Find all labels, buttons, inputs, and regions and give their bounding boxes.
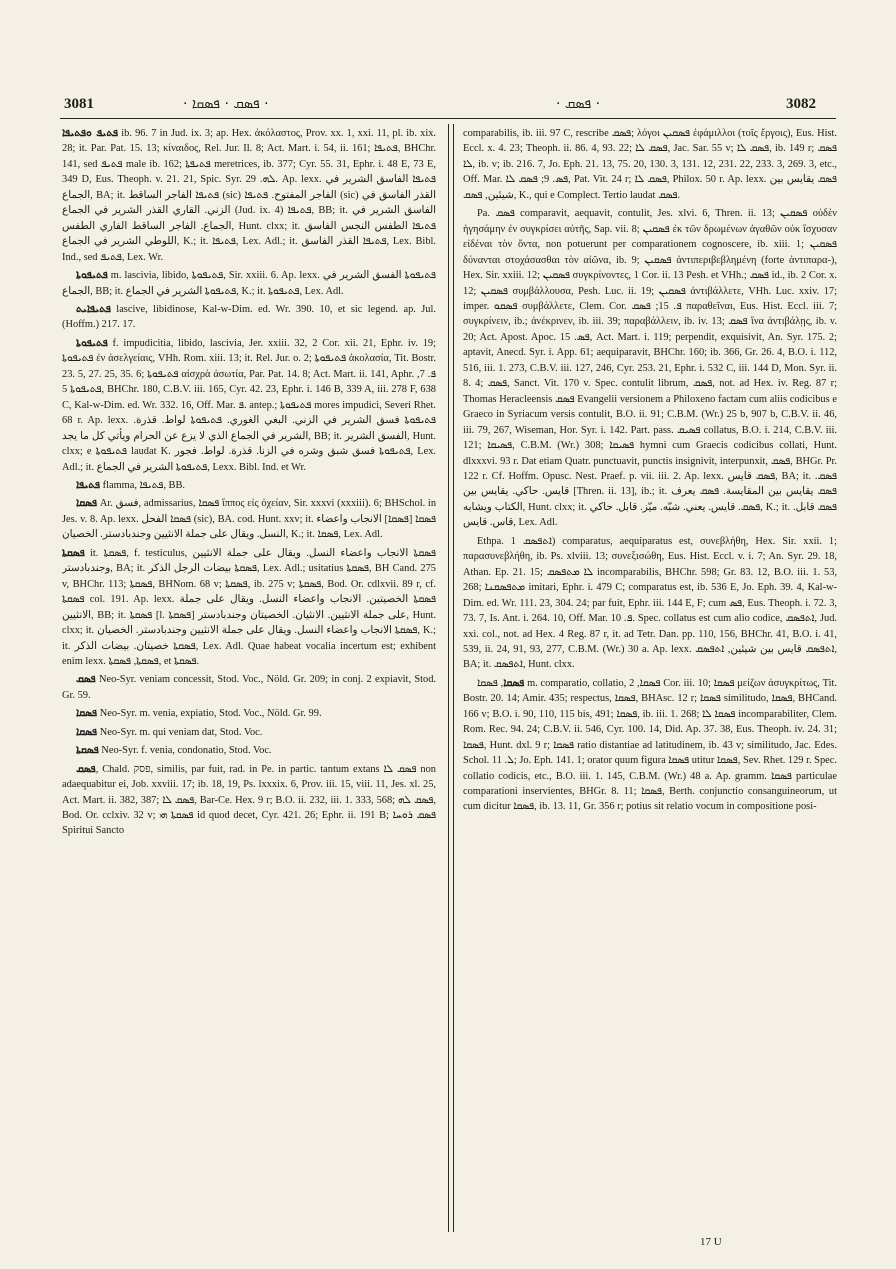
entry-text: ib. 96. 7 in Jud. ix. 3; ap. Hex. ἀκόλαστος, Prov. xx. 1, xxi. 11, pl. ib. xix. 28; it. Par. Pat. 15. 13; κίναιδος, Rel. Jur. Il. 8; Act. Mart. i. 54, ii. 161; ܦܬܝܦܐ, BHChr. 141, sed ܦܬܝܦ male ib. 162; ܦܬܝܦܬܐ meretrices, ib. 377; Cyr. 55. 31, Ephr. i. 48 E, 73 E, 349 D, Eus. Theoph. v. 21. 21, Spic. Syr. ܠܗ. 29. Ap. lexx. ܦܬܝܦܐ الفاسق الشرير في الجماع, BA; it. ܦܬܝܦܐ الفاجر الساقط (sic) الفاجر المفتوح. ܦܬܝܦܐ (sic) القذر الفاسق في الزني. القاري القذر الشرير في الجماع (Jud. ix. 4) ܦܬܝܦܐ, BB; it. الفاسق الشرير في الجماع. الفاجر الساقط الفاري الطفس, Hunt. clxx; it. ܦܬܝܦܐ الطفس النجس الفاسق اللوطي الشرير في الجماع, K.; it. ܦܬܝܦܐ, Lex. Adl.; it. ܦܬܝܦܐ القذر الفاسق, Lex. Bibl. Ind., sed ܦܬܝܦ, Lex. Wr.: [62, 128, 436, 263]
entry-headword: ܦܣܩܐ: [76, 707, 98, 720]
entry: [62, 478, 436, 493]
entry-headword: ܦܣܩܐ: [76, 497, 98, 510]
entry-text: Neo-Syr. veniam concessit, Stod. Voc., Nöld. Gr. 209; in conj. 2 expiavit, Stod. Gr. 59.: [62, 674, 436, 701]
entry-text: , Chald. פסק, similis, par fuit, rad. in Pe. in partic. tantum extans ܦܣܩ ܠܐ non adaequabitur ei, Job. xxviii. 17; ib. 18, 19, Ps. lxxxix. 6, Prov. iii. 15, viii. 11, Jes. xl. 25, Act. Mart. ii. 382, 387; ܦܣܩ ܠܐ, Bar-Ce. Hex. 9 r; B.O. ii. 232, iii. 1. 333, 568; ܦܣܩ ܠܗ, Bod. Or. cclxiv. 32 v; ܦܣܩܬܐ ܗܝ id quod decet, Cyr. 421. 26; Ephr. ii. 191 B; ܦܣܩ ܪܘܚܐ Spiritui Sancto: [62, 763, 436, 837]
entry-headword: ܦܣܩܬܐ: [76, 744, 99, 757]
entry: [62, 743, 436, 758]
entry: [62, 546, 436, 670]
entry: [463, 676, 837, 815]
entry: [62, 336, 436, 475]
entry: [62, 672, 436, 703]
entry-text: it. ܦܣܩܬܐ, f. testiculus, ܦܣܩܬܐ الانجاب واعضاء النسل. ويقال على جملة الانثيين وجندبادستر, BA; it. ܦܣܩܬܐ بيضات الرجل الذكر, Lex. Adl.; usitatius ܦܣܩܬܐ, BH Cand. 275 v, BHChr. 113; ܦܣܩܬܐ, BHNom. 68 v; ܦܣܩܬܐ, ib. 275 v; ܦܣܩܬܐ, Bod. Or. cdlxvii. 89 r, cf. ܦܣܩܬܐ col. 191. Ap. lexx. ܦܣܩܬܐ الخصيتين. الانجاب واعضاء النسل. ويقال على جملة الانثيين, BB; it. ܦܣܩܬܐ [l. ܦܣܩܬܐ] على جملة الانثيين. الانثيان. الخصيتان وجندبادستر, Hunt. clxx; it. ܦܣܩܬܐ الانجاب واعضاء النسل. ويقال على جملة الانثيين وجندبادستر. الخصيان, K.; it. ܦܣܩܬܐ خصيتان. بيضات الذكر, Lex. Adl. Quae habeat vocalia incertum est; exhibent enim lexx. ܦܣܩܬܐ, ܦܣܩܬܐ, et ܦܣܩܬܐ.: [62, 547, 436, 667]
entry-headword: ܦܬܝܦ ܘܦܬܝܦܐ: [62, 127, 119, 139]
entry: [62, 725, 436, 740]
entry-text: Neo-Syr. m. qui veniam dat, Stod. Voc.: [97, 726, 263, 738]
entry: [463, 534, 837, 673]
entry: [62, 302, 436, 333]
entry-text: m. lascivia, libido, ܦܬܝܦܘܬܐ, Sir. xxiii. 6. Ap. lexx. ܦܬܝܦܘܬܐ الفسق الشرير في الجماع, BB; it. ܦܬܝܦܘܬܐ الشرير في الجماع, K.; it. ܦܬܝܦܘܬܐ, Lex. Adl.: [62, 270, 436, 297]
entry: [463, 126, 837, 203]
entry-text: flamma, ܦܬܝܦܐ, BB.: [100, 479, 185, 491]
left-running-title: · ܦܣܩ · ܦܣܩܐ ·: [183, 96, 269, 112]
entry-text: comparabilis, ib. iii. 97 C, rescribe ܦܣܩ; λόγοι ܦܣܩܝܢ ἐφάμιλλοι (τοῖς ἔργοις), Eus. Hist. Eccl. x. 4. 23; Theoph. ii. 86. 4, 93. 22; ܦܣܩ ܠܐ, Jac. Sar. 55 v; ܦܣܩ ܠܐ, ib. 149 r; ܦܣܩ ܠܐ, ib. v; ib. 216. 7, Jo. Eph. 21. 13, 75. 20, 130. 3, 131. 12, 231. 22, 233. 3, 269. 3, etc., Off. Mar. ܦܣ. 9; ܦܣܩ ܠܐ, Pat. Vit. 24 r; ܦܣܩ ܠܐ, Philox. 50 r. Ap. lexx. ܦܣܩ يقايس بين شيئين, ܦܣܩ, K., qui e Complect. Tertio laudat ܦܣܩ.: [463, 128, 837, 201]
entry-headword: ܦܣܩܐ: [76, 725, 98, 738]
entry-text: Ethpa. ܐܬܦܣܩ 1) comparatus, aequiparatus est, συνεβλήθη, Hex. Sir. xxii. 1; παρασυνεβλήθη, ib. Ps. xlviii. 13; συνεξισώθη, Eus. Hist. Eccl. v. i. 7; An. Syr. 29. 18, Athan. Ep. 21. 15; ܠܐ ܡܬܦܣܩ incomparabilis, BHChr. 598; Gr. 83. 12, B.O. iii. 1. 53, 268; ܡܬܦܣܩܢܐ imitari, Ephr. i. 479 C; comparatus est, ib. 536 E, Jo. Eph. 39. 4, Kal-w-Dim. ed. Wr. 111. 23, 304. 24; par fuit, Ephr. iii. 144 E, F; cum ܦܣ, Eus. Theoph. i. 72. 3, 73. 7, Is. Ant. i. 264. 10, Off. Mar. ܦ. 10. Spec. collatus est cum alio codice, ܐܬܦܣܩ, Jud. xxi. col., not. ad Hex. 4 Reg. 87 r, it. ad Tetr. Dan. pp. 110, 156, BHChr. 41, B.O. i. 41, 539, ii. 24, 91, 93, 277, C.B.M. (Wr.) 30 a. Ap. lexx. ܐܬܦܣܩ قايس بين شيئين, ܐܬܦܣܩ, BA; it. ܐܬܦܣܩ, Hunt. clxx.: [463, 535, 837, 671]
column-divider: [448, 124, 454, 1232]
entry: [463, 206, 837, 531]
entry: [62, 496, 436, 542]
entry-text: Neo-Syr. f. venia, condonatio, Stod. Voc.: [98, 745, 272, 757]
signature-mark: 17 U: [700, 1236, 722, 1248]
entry-headword: ܦܬܝܦܐ: [76, 478, 101, 491]
entry-headword: ܦܬܝܦܘܬܐ: [76, 269, 108, 282]
entry-text: Pa. ܦܣܩ comparavit, aequavit, contulit, Jes. xlvi. 6, Thren. ii. 13; ܦܣܩܝܢ οὐδὲν ἡγησάμην ἐν συγκρίσει αὐτῆς, Sap. vii. 8; ܦܣܩܝܢ ἐκ τῶν δρωμένων ἀγαθῶν οὐκ ἴσχυσαν εἰδέναι τὸν ὄντα, non potuerunt per comparationem cognoscere, ib. xiii. 1; ܦܣܩܝܢ δύνανται στοχάσασθαι τὸν αἰῶνα, ib. 9; ܦܣܩܝܢ ἀντιπεριβεβλημένη (forte ἀντιπαρα-), Hex. Sir. xxiii. 12; ܦܣܩܝܢ συγκρίνοντες, 1 Cor. ii. 13 Pesh. et VHh.; ܦܣܩ id., ib. 2 Cor. x. 12; ܦܣܩܝܢ συμβάλλουσα, Pesh. Luc. ii. 19; ܦܣܩܝܢ ἀντιβάλλετε, VHh. Luc. xxiv. 17; imper. ܦܣܩܘ συμβάλλετε, Clem. Cor. ܦ. 15; ܦܣܩ παραθεῖναι, Eus. Hist. Eccl. iii. 7; συγκρίνειν, ib.; ἀνέκρινεν, ib. iii. 39; παραβάλλειν, ib. iv. 13; ܦܣܩ ἵνα ἀντιβάλῃς, ib. v. 20; Act. Apost. Apoc. ܦܣ. 15, Act. Mart. i. 119; perpendit, exquisivit, An. Syr. 175. 2; aptavit, Anecd. Syr. i. App. 61; aequiparavit, BHChr. 160; ib. 366, Gr. 26. 4, B.O. i. 112, 516, iii. 1. 273, C.B.V. iii. 127, 246, Cyr. 253. 21, Ephr. i. 532 C, iii. 144 D, Mon. Syr. ii. 8. 4; ܦܣܩ, Sanct. Vit. 170 v. Spec. contulit librum, ܦܣܩ, not. ad Hex. iv. Reg. 87 r; Thomas Heracleensis ܦܣܩ Evangelii versionem a Philoxeno factam cum aliis codicibus e Graeco in Syriacum versis contulit, B.O. ii. 91; C.B.M. (Wr.) 25 b, 907 b, C.B.V. ii. 46, iii. 79, 267, Wiseman, Hor. Syr. i. 142. Part. pass. ܦܣܝܩ collatus, B.O. i. 214, C.B.V. iii. 121; ܦܣܝܩܐ, C.B.M. (Wr.) 308; ܦܣܝܩܐ hymni cum Graecis codicibus collati, Hunt. dlxxxvi. 93 r. Dat etiam Quatr. punctuavit, punctis insignivit, interpunxit, ܦܣܩ, BHGr. Pr. 122 r. Cf. Hoffm. Opusc. Nest. Praef. p. vii. iii. 2. Ap. lexx. ܦܣܩ قايس, BA; it. ܦܣܩ. قايس. حاكي. يقايس بين [Thren. ii. 13], ib.; it. ܦܣܩ يقايس بين المقايسة. ܦܣܩ يعرف الكتاب ويشابه, Hunt. clxx; it. ܦܣܩ. قايس. يعني. شبّه. ميّز. قابل. حاكي, K.; it. ܦܣܩ قابل. قاس. قايس, Lex. Adl.: [463, 208, 837, 529]
left-page-number: 3081: [64, 96, 94, 112]
entry-text: Neo-Syr. m. venia, expiatio, Stod. Voc., Nöld. Gr. 99.: [97, 708, 322, 720]
entry: [62, 126, 436, 265]
right-page-number: 3082: [786, 96, 816, 112]
header-rule: [60, 118, 836, 119]
entry-headword: ܦܣܩ: [76, 762, 96, 775]
entry: [62, 268, 436, 299]
entry-text: f. impudicitia, libido, lascivia, Jer. xxiii. 32, 2 Cor. xii. 21, Ephr. iv. 19; ܦܬܝܦܘܬܐ ἐν ἀσελγείαις, VHh. Rom. xiii. 13; it. Rel. Jur. o. 2; ܦܬܝܦܘܬܐ ἀκολασία, Tit. Bostr. 23. 5, 27. 25, 35. 6; ܦܬܝܦܘܬܐ αἰσχρὰ ἀσωτία, Par. Pat. 14. 8; Act. Mart. ii. 141, Aphr. ܦ. 7, ܦܬܝܦܘܬܐ 5, BHChr. 180, C.B.V. iii. 165, Cyr. 42. 23, Ephr. i. 146 B, 339 A, iii. 278 F, 638 C, Kal-w-Dim. ed. Wr. 332. 16, Off. Mar. ܦ. antep.; ܦܬܝܦܘܬܐ mores impudici, Severi Rhet. 68 r. Ap. lexx. ܦܬܝܦܘܬܐ فسق الشرير في الزني. البغي الغوري. ܦܬܝܦܘܬܐ لواط. قذرة. الشرير في الجماع الذي لا يزع عن الحرام ويأتي كل ما يجد, BB; it. الفسق الشرير, Hunt. clxx; e ܦܬܝܦܘܬܐ laudat K. ܦܬܝܦܘܬܐ فسق شبق وشره في الزنا. قذرة. لواط. فجور, Lex. Adl.; it. ܦܬܝܦܘܬܐ الشرير في الجماع, Lexx. Bibl. Ind. et Wr.: [62, 337, 436, 473]
entry-text: , ܦܣܩܐ m. comparatio, collatio, ܦܣܩܐ, 2 Cor. iii. 10; ܦܣܩܐ μείζων ἀσυγκρίτως, Tit. Bostr. 20. 14; Amir. 435; respectus, ܦܣܩܐ, BHAsc. 12 r; ܦܣܩܐ similitudo, ܦܣܩܐ, BHCand. 166 v; B.O. i. 90, 110, 115 bis, 491; ܦܣܩܐ, ib. iii. 1. 268; ܦܣܩܐ ܠܐ incomparabiliter, Clem. Rom. Rec. 94. 24; C.B.V. ii. 546, Cyr. 100. 14, Did. Ap. 37. 38, Eus. Theoph. iv. 24. 31; ܦܣܩܐ, Hunt. dxl. 9 r; ܦܣܩܐ ratio distantiae ad latitudinem, ib. 43 v; similitudo, Jac. Edes. Schol. ܠ. 11; Jo. Eph. 141. 1; orator quum figura ܦܣܩܐ utitur ܦܣܩܐ, Sev. Rhet. 129 r. Spec. collatio codicis, etc., B.O. iii. 1. 145, C.B.M. (Wr.) 48 a. Ap. gramm. ܦܣܩܐ particulae comparationi inservientes, BHGr. 8. 11; ܦܣܩܐ, Berth. conjunctio consanguineorum, ut cum dicitur ܦܣܩܐ, ib. 13. 11, Gr. 356 r; potius sit relatio vocum in compositione posi-: [463, 677, 837, 813]
entry-headword: ܦܬܝܦܘܬܐ: [76, 336, 108, 349]
entry-headword: ܦܣܩ: [76, 673, 96, 686]
entry: [62, 706, 436, 721]
entry-text: lascive, libidinose, Kal-w-Dim. ed. Wr. 390. 10, et sic legend. ap. Jul. (Hoffm.) 217. 17.: [62, 303, 436, 331]
entry-headword: ܦܣܩܐ: [503, 676, 525, 689]
entry-headword: ܦܣܩܬܐ: [62, 546, 85, 559]
entry-headword: ܦܬܝܦܐܝܬ: [76, 302, 111, 315]
entry: [62, 762, 436, 839]
entry-text: Ar. ﻓﺴﻖ, admissarius, ܦܣܩܐ ἵππος εἰς ὀχείαν, Sir. xxxvi (xxxiii). 6; BHSchol. in Jes. v. 8. Ap. lexx. ܦܣܩܐ الفحل (sic), BA. cod. Hunt. xxv; it. ܦܣܩܐ [ܦܣܩܐ] الانجاب واعضاء النسل. ويقال على جملة الانثيين وجندبادستر. الخصيان, K.; it. ܦܣܩܐ, Lex. Adl.: [62, 498, 436, 541]
right-running-title: · ܦܣܩ ·: [556, 96, 601, 112]
right-column: [463, 126, 837, 1230]
left-column: [62, 126, 436, 1230]
